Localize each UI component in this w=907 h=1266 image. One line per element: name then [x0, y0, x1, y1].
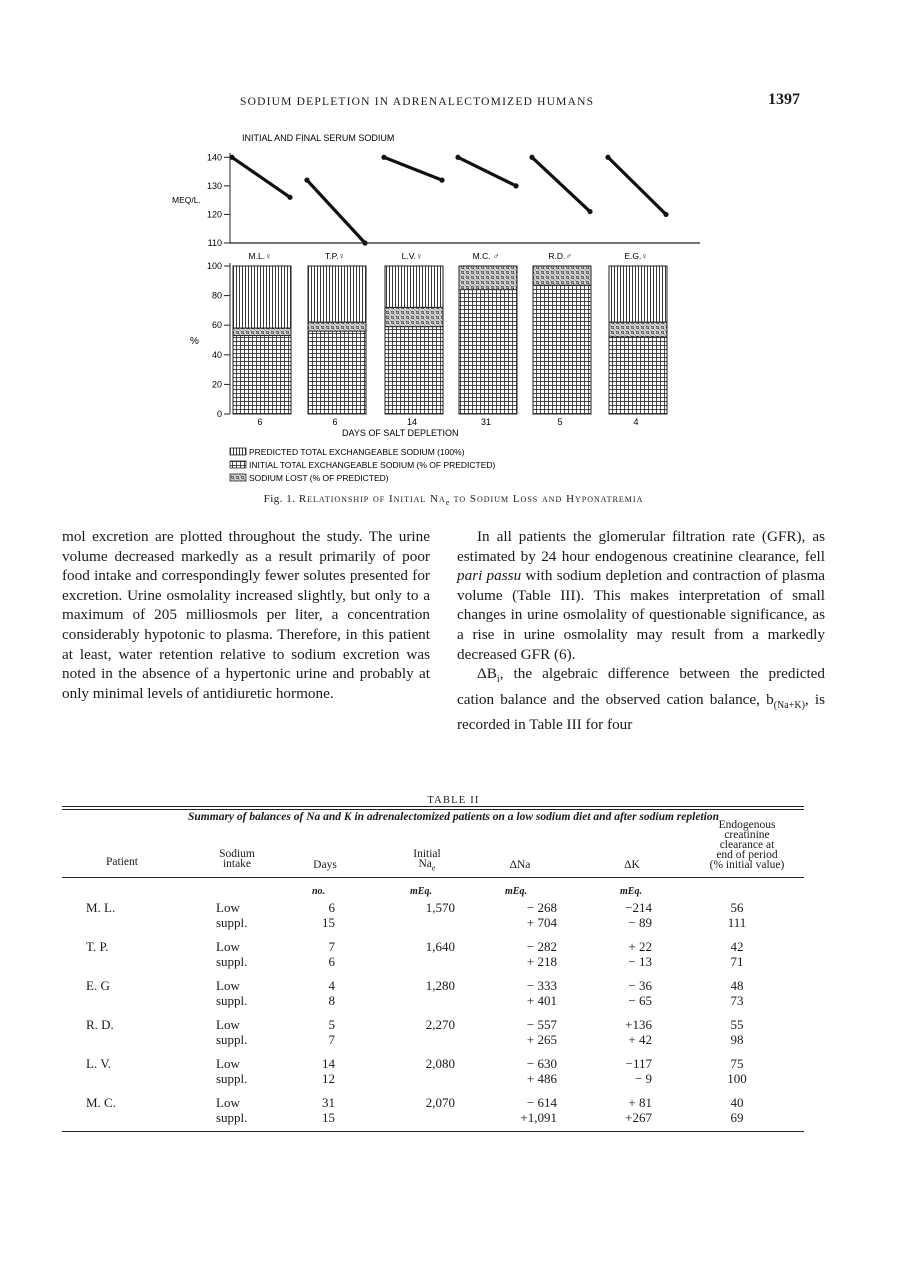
cell-clearance-low: 55 — [730, 1017, 744, 1032]
patient-label: R.D.♂ — [548, 251, 572, 261]
cell-clearance-suppl: 73 — [730, 993, 744, 1008]
header-initial-line-2 — [397, 859, 457, 873]
legend-swatch-predicted — [230, 448, 246, 455]
header-clear-line-1: Endogenous — [718, 819, 776, 831]
header-clear-line-4: end of period — [716, 849, 778, 861]
sodium-bars — [233, 266, 667, 414]
patient-labels — [249, 251, 648, 261]
cell-delta-na-suppl: +1,091 — [520, 1110, 557, 1125]
cell-patient: T. P. — [86, 939, 109, 954]
unit-initial: mEq. — [410, 886, 432, 897]
cell-initial-na: 2,270 — [425, 1017, 455, 1032]
figure-1 — [160, 125, 720, 490]
cell-delta-na-low: − 333 — [526, 978, 557, 993]
header-initial-sub: e — [431, 863, 436, 873]
legend-swatch-initial — [230, 461, 246, 468]
bottom-tick-label: 60 — [211, 320, 222, 331]
cell-delta-na-low: − 557 — [526, 1017, 557, 1032]
legend-swatch-lost — [230, 474, 246, 481]
cell-intake-low: Low — [216, 1095, 240, 1110]
cell-days-low: 6 — [328, 900, 335, 915]
caption-sub: e — [445, 498, 450, 508]
cell-intake-low: Low — [216, 1056, 240, 1071]
cell-initial-na: 1,640 — [425, 939, 455, 954]
figure-svg — [160, 125, 720, 490]
cell-clearance-suppl: 98 — [730, 1032, 744, 1047]
right-paragraph-2 — [457, 664, 825, 735]
cell-delta-k-suppl: − 65 — [628, 993, 652, 1008]
header-sodium-intake-line-2: intake — [222, 858, 252, 870]
final-sodium-point — [439, 178, 444, 183]
cell-days-suppl: 12 — [322, 1071, 335, 1086]
cell-delta-na-suppl: + 218 — [526, 954, 557, 969]
serum-sodium-line — [232, 157, 290, 197]
legend-predicted: PREDICTED TOTAL EXCHANGEABLE SODIUM (100%) — [249, 447, 465, 457]
cell-delta-k-low: − 36 — [628, 978, 652, 993]
cell-delta-k-suppl: +267 — [625, 1110, 652, 1125]
top-tick-label: 110 — [207, 238, 222, 248]
bottom-y-axis-label: % — [190, 336, 199, 347]
bar-initial-exchangeable — [533, 266, 591, 414]
cell-days-low: 5 — [328, 1017, 335, 1032]
right-p1-italic: pari passu — [457, 567, 522, 585]
bar-sodium-lost — [459, 266, 517, 290]
final-sodium-point — [513, 183, 518, 188]
cell-patient: E. G — [86, 978, 110, 993]
cell-intake-suppl: suppl. — [216, 1071, 248, 1086]
initial-sodium-point — [529, 155, 534, 160]
days-label: 31 — [480, 417, 492, 427]
bottom-tick-label: 0 — [216, 409, 222, 419]
bottom-y-ticks — [207, 261, 230, 419]
cell-intake-suppl: suppl. — [216, 954, 248, 969]
legend-lost: SODIUM LOST (% OF PREDICTED) — [249, 473, 389, 483]
bar-sodium-lost — [533, 266, 591, 285]
cell-intake-low: Low — [216, 939, 240, 954]
legend — [230, 447, 496, 483]
days-label: 4 — [633, 417, 639, 427]
header-clear-line-2: creatinine — [724, 829, 770, 841]
right-column — [457, 527, 825, 735]
unit-days: no. — [312, 886, 326, 897]
cell-initial-na: 2,070 — [425, 1095, 455, 1110]
cell-intake-low: Low — [216, 978, 240, 993]
header-initial-na — [397, 849, 457, 873]
serum-sodium-line — [608, 157, 666, 214]
left-column — [62, 527, 430, 703]
cell-delta-na-low: − 268 — [526, 900, 557, 915]
days-label: 6 — [332, 417, 338, 427]
cell-days-suppl: 6 — [328, 954, 335, 969]
bar-initial-exchangeable — [308, 322, 366, 414]
top-y-axis-label: MEQ/L. — [172, 195, 201, 205]
cell-days-low: 7 — [328, 939, 335, 954]
table-title: TABLE II — [427, 795, 480, 806]
page-number: 1397 — [768, 91, 800, 108]
patient-label: L.V.♀ — [401, 251, 423, 261]
bar-sodium-lost — [385, 307, 443, 326]
cell-delta-k-suppl: + 42 — [628, 1032, 652, 1047]
running-head: SODIUM DEPLETION IN ADRENALECTOMIZED HUMANS — [240, 96, 595, 108]
right-p2-part-b: , the algebraic difference between the predicted cation balance and the observed cation balance, b — [457, 665, 825, 708]
cell-delta-na-low: − 282 — [526, 939, 557, 954]
cell-patient: M. L. — [86, 900, 116, 915]
figure-caption — [0, 493, 907, 507]
legend-initial: INITIAL TOTAL EXCHANGEABLE SODIUM (% OF PREDICTED) — [249, 460, 496, 470]
caption-tail: to Sodium Loss and Hyponatremia — [449, 493, 644, 505]
unit-dk: mEq. — [620, 886, 642, 897]
cell-delta-na-suppl: + 486 — [526, 1071, 557, 1086]
right-p2-part-c: , is recorded in Table III for four — [457, 690, 825, 734]
cell-patient: R. D. — [86, 1017, 114, 1032]
cell-delta-k-low: + 22 — [628, 939, 652, 954]
bottom-tick-label: 40 — [211, 349, 222, 360]
right-p2-part-a: ΔB — [477, 665, 497, 683]
cell-days-low: 14 — [322, 1056, 335, 1071]
header-initial-na-text: Na — [418, 858, 432, 870]
header-sodium-intake-line-1: Sodium — [219, 848, 255, 860]
initial-sodium-point — [455, 155, 460, 160]
cell-delta-na-suppl: + 704 — [526, 915, 557, 930]
header-clear-line-5: (% initial value) — [709, 859, 785, 871]
top-tick-label: 130 — [206, 180, 222, 191]
initial-sodium-point — [304, 178, 309, 183]
cell-delta-k-low: +136 — [625, 1017, 652, 1032]
cell-delta-na-low: − 630 — [526, 1056, 557, 1071]
table-rule-top-2 — [62, 809, 804, 810]
serum-sodium-line — [458, 157, 516, 186]
header-patient: Patient — [106, 856, 138, 868]
cell-days-low: 4 — [328, 978, 335, 993]
cell-intake-suppl: suppl. — [216, 1032, 248, 1047]
bar-initial-exchangeable — [233, 328, 291, 414]
cell-clearance-low: 56 — [730, 900, 744, 915]
right-p1-part-b: with sodium depletion and contraction of plasma volume (Table III). This makes interpretation of small changes in urine osmolality of questionable significance, as a rise in urine osmolality may result from a markedly decreased GFR (6). — [457, 567, 826, 663]
serum-sodium-line — [384, 157, 442, 180]
table-caption: Summary of balances of Na and K in adrenalectomized patients on a low sodium diet and after sodium repletion — [188, 811, 719, 823]
cell-clearance-suppl: 111 — [727, 915, 747, 930]
cell-days-suppl: 8 — [328, 993, 335, 1008]
bottom-tick-label: 100 — [206, 261, 222, 271]
bar-sodium-lost — [609, 322, 667, 337]
final-sodium-point — [287, 195, 292, 200]
cell-delta-k-suppl: − 89 — [628, 915, 652, 930]
patient-label: T.P.♀ — [325, 251, 345, 261]
cell-clearance-low: 75 — [730, 1056, 744, 1071]
header-delta-k: ΔK — [624, 859, 640, 871]
cell-delta-k-low: + 81 — [628, 1095, 652, 1110]
bottom-tick-label: 20 — [211, 379, 222, 390]
final-sodium-point — [587, 209, 592, 214]
unit-dna: mEq. — [505, 886, 527, 897]
bottom-tick-label: 80 — [211, 290, 222, 301]
right-p2-sub-1: i — [496, 674, 500, 686]
serum-sodium-line — [307, 180, 365, 243]
cell-delta-na-suppl: + 265 — [526, 1032, 557, 1047]
cell-delta-k-low: −214 — [625, 900, 652, 915]
cell-clearance-low: 48 — [730, 978, 744, 993]
cell-days-suppl: 15 — [322, 1110, 335, 1125]
cell-days-suppl: 15 — [322, 915, 335, 930]
x-axis-label: DAYS OF SALT DEPLETION — [342, 428, 459, 438]
cell-initial-na: 1,280 — [425, 978, 455, 993]
table-rule-header — [62, 877, 804, 878]
bar-sodium-lost — [233, 328, 291, 335]
header-clear-line-3: clearance at — [719, 839, 775, 851]
cell-delta-k-low: −117 — [625, 1056, 652, 1071]
caption-text: Relationship of Initial Na — [298, 493, 446, 505]
cell-patient: M. C. — [86, 1095, 116, 1110]
cell-intake-low: Low — [216, 1017, 240, 1032]
cell-clearance-low: 42 — [730, 939, 744, 954]
patient-label: M.L.♀ — [248, 251, 272, 261]
table-rule-bottom — [62, 1131, 804, 1132]
left-paragraph: mol excretion are plotted throughout the study. The urine volume decreased markedly as a result primarily of poor food intake and correspondingly fewer solutes presented for excretion. Urine osmolality increased slightly, but only to a maximum of 205 milliosmols per liter, a concentration considerably hypotonic to plasma. Therefore, in this patient at least, water retention relative to sodium excretion was noted in the absence of a hypertonic urine and probably at only minimal levels of antidiuretic hormone. — [62, 528, 430, 702]
header-initial-line-1: Initial — [413, 848, 441, 860]
right-p2-sub-2: (Na+K) — [773, 699, 805, 711]
cell-days-suppl: 7 — [328, 1032, 335, 1047]
initial-sodium-point — [381, 155, 386, 160]
patient-label: E.G.♀ — [624, 251, 648, 261]
cell-intake-suppl: suppl. — [216, 1110, 248, 1125]
cell-delta-na-suppl: + 401 — [526, 993, 557, 1008]
right-paragraph-1 — [457, 527, 825, 664]
serum-sodium-title: INITIAL AND FINAL SERUM SODIUM — [242, 133, 395, 143]
table-ii — [62, 806, 804, 1136]
right-p1-part-a: In all patients the glomerular filtration rate (GFR), as estimated by 24 hour endogenous creatinine clearance, fell — [457, 528, 825, 565]
cell-clearance-suppl: 69 — [730, 1110, 744, 1125]
cell-initial-na: 2,080 — [425, 1056, 455, 1071]
patient-label: M.C. ♂ — [472, 251, 500, 261]
serum-sodium-lines — [229, 155, 668, 246]
top-tick-label: 120 — [206, 209, 222, 220]
days-label: 5 — [557, 417, 563, 427]
cell-delta-k-suppl: − 13 — [628, 954, 652, 969]
cell-initial-na: 1,570 — [425, 900, 455, 915]
initial-sodium-point — [605, 155, 610, 160]
header-delta-na: ΔNa — [509, 859, 531, 871]
cell-clearance-low: 40 — [730, 1095, 744, 1110]
days-label: 6 — [257, 417, 263, 427]
cell-days-low: 31 — [322, 1095, 335, 1110]
header-creatinine-clearance — [692, 820, 802, 870]
caption-lead: Fig. 1. — [263, 493, 296, 505]
cell-delta-k-suppl: − 9 — [634, 1071, 652, 1086]
days-label: 14 — [406, 417, 418, 427]
cell-clearance-suppl: 71 — [730, 954, 744, 969]
cell-delta-na-low: − 614 — [526, 1095, 557, 1110]
cell-intake-low: Low — [216, 900, 240, 915]
table-rule-top — [62, 806, 804, 807]
top-tick-label: 140 — [206, 152, 222, 163]
header-sodium-intake — [202, 849, 272, 869]
header-days: Days — [313, 859, 337, 871]
serum-sodium-line — [532, 157, 590, 211]
cell-clearance-suppl: 100 — [727, 1071, 747, 1086]
days-labels — [257, 417, 638, 427]
cell-patient: L. V. — [86, 1056, 112, 1071]
cell-intake-suppl: suppl. — [216, 993, 248, 1008]
top-y-ticks — [207, 152, 230, 248]
final-sodium-point — [663, 212, 668, 217]
bar-sodium-lost — [308, 322, 366, 331]
cell-intake-suppl: suppl. — [216, 915, 248, 930]
